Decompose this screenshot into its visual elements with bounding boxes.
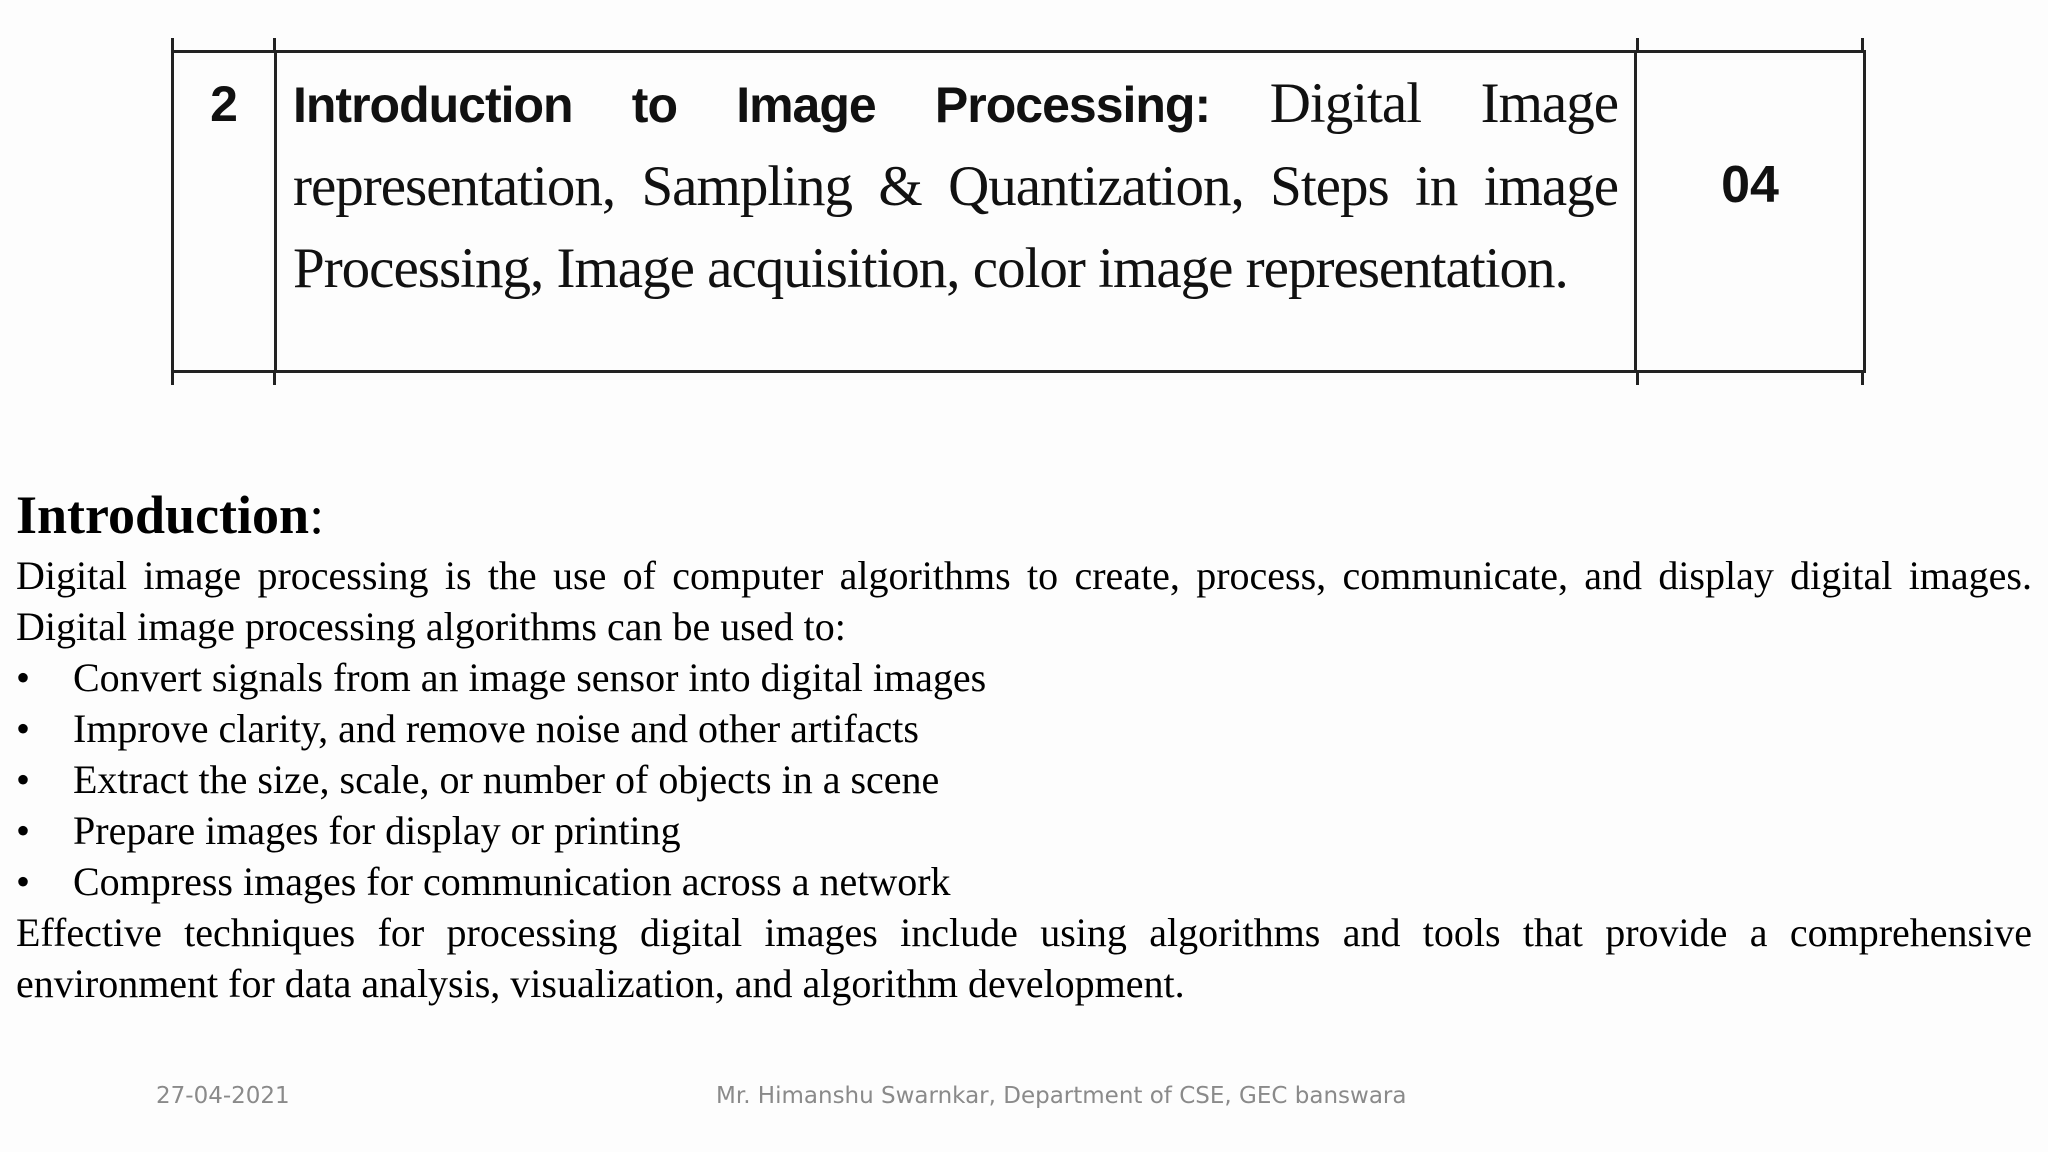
bullet-text: Convert signals from an image sensor into digital images <box>73 655 987 700</box>
bullet-text: Prepare images for display or printing <box>73 808 681 853</box>
topic-cell <box>276 52 1636 372</box>
list-item <box>16 652 2032 703</box>
heading-colon: : <box>309 485 325 545</box>
list-item <box>16 703 2032 754</box>
table-tick-top-3 <box>1636 38 1639 52</box>
bullet-text: Extract the size, scale, or number of objects in a scene <box>73 757 940 802</box>
bullet-list <box>16 652 2032 907</box>
heading-text: Introduction <box>16 485 310 545</box>
list-item <box>16 856 2032 907</box>
footer-author: Mr. Himanshu Swarnkar, Department of CSE, GEC banswara <box>716 1083 1407 1109</box>
table-tick-bottom-4 <box>1861 371 1864 385</box>
bullet-icon: • <box>16 859 31 904</box>
syllabus-table <box>171 50 1863 373</box>
topic-description: Digital Image representation, Sampling & Quantization, Steps in image Processing, Image acquisition, color image representation. <box>293 72 1619 300</box>
topic-title: Introduction to Image Processing: <box>293 77 1211 133</box>
list-item <box>16 754 2032 805</box>
bullet-icon: • <box>16 808 31 853</box>
intro-paragraph: Digital image processing is the use of computer algorithms to create, process, communicate, and display digital images. Digital image processing algorithms can be used to: <box>16 553 2032 649</box>
content <box>16 480 2032 1009</box>
table-tick-bottom-2 <box>273 371 276 385</box>
bullet-text: Improve clarity, and remove noise and other artifacts <box>73 706 919 751</box>
closing-paragraph: Effective techniques for processing digital images include using algorithms and tools that provide a comprehensive environment for data analysis, visualization, and algorithm development. <box>16 910 2032 1006</box>
bullet-icon: • <box>16 757 31 802</box>
bullet-text: Compress images for communication across a network <box>73 859 951 904</box>
table-tick-top-4 <box>1861 38 1864 52</box>
table-tick-top-1 <box>171 38 174 52</box>
table-tick-bottom-3 <box>1636 371 1639 385</box>
footer-date: 27-04-2021 <box>156 1083 290 1109</box>
section-heading <box>16 480 2032 550</box>
unit-number: 2 <box>173 52 276 372</box>
bullet-icon: • <box>16 655 31 700</box>
table-tick-top-2 <box>273 38 276 52</box>
list-item <box>16 805 2032 856</box>
table-tick-bottom-1 <box>171 371 174 385</box>
syllabus-row <box>173 52 1865 372</box>
bullet-icon: • <box>16 706 31 751</box>
hours-cell: 04 <box>1636 52 1865 372</box>
